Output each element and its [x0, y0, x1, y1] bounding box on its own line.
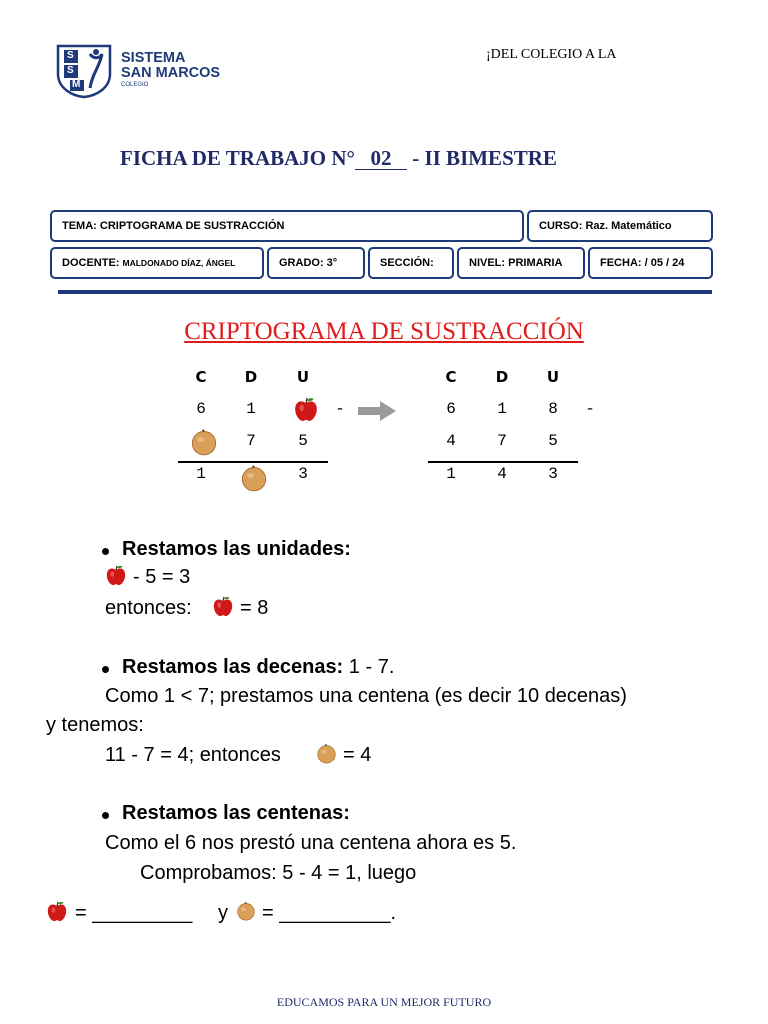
- right-r2-c: 4: [446, 432, 456, 450]
- apple-icon: [212, 595, 234, 617]
- right-r1-c: 6: [446, 400, 456, 418]
- left-r2-u: 5: [298, 432, 308, 450]
- step2-value: = 4: [343, 744, 372, 766]
- answer-y: y: [218, 902, 228, 924]
- right-r2-d: 7: [497, 432, 507, 450]
- orange-icon: [240, 464, 268, 492]
- logo-letter-3: M: [72, 79, 81, 90]
- right-header-u: U: [546, 368, 560, 386]
- step3-title: Restamos las centenas:: [122, 802, 350, 824]
- step2-tail: 1 - 7.: [348, 656, 395, 678]
- left-sum-line: [178, 461, 328, 463]
- right-minus: -: [585, 400, 595, 418]
- curso-box: CURSO: Raz. Matemático: [527, 210, 713, 242]
- left-res-c: 1: [196, 465, 206, 483]
- ficha-title: [120, 146, 557, 171]
- answer-orange-blank[interactable]: = __________.: [262, 902, 397, 924]
- right-header-d: D: [495, 368, 509, 386]
- bullet-icon: [102, 548, 109, 555]
- step2-line2: y tenemos:: [46, 714, 144, 736]
- tema-box: TEMA: CRIPTOGRAMA DE SUSTRACCIÓN: [50, 210, 524, 242]
- logo-letter-1: S: [67, 50, 74, 61]
- ficha-prefix: FICHA DE TRABAJO N°: [120, 146, 355, 170]
- step1-equation: - 5 = 3: [133, 566, 191, 588]
- step3-line1: Como el 6 nos prestó una centena ahora es 5.: [105, 832, 517, 854]
- brand-line3: COLEGIO: [121, 82, 149, 88]
- section-title: CRIPTOGRAMA DE SUSTRACCIÓN: [184, 318, 584, 345]
- orange-icon: [316, 743, 337, 764]
- answer-apple-blank[interactable]: = _________: [75, 902, 193, 924]
- step2-line1: Como 1 < 7; prestamos una centena (es decir 10 decenas): [105, 685, 627, 707]
- ficha-suffix: - II BIMESTRE: [412, 146, 557, 170]
- step2-heading: [122, 656, 394, 679]
- step2-line3: 11 - 7 = 4; entonces: [105, 744, 281, 766]
- left-header-c: C: [195, 368, 207, 386]
- right-res-u: 3: [548, 465, 558, 483]
- right-res-d: 4: [497, 465, 507, 483]
- left-r2-d: 7: [246, 432, 256, 450]
- apple-icon: [293, 396, 319, 422]
- apple-icon: [105, 564, 127, 586]
- header-divider: [58, 290, 712, 294]
- right-res-c: 1: [446, 465, 456, 483]
- seccion-box: SECCIÓN:: [368, 247, 454, 279]
- footer-slogan: EDUCAMOS PARA UN MEJOR FUTURO: [276, 995, 492, 1009]
- docente-label: DOCENTE:: [62, 257, 120, 269]
- orange-icon: [190, 428, 218, 456]
- step1-title: Restamos las unidades:: [122, 538, 351, 560]
- step3-line2: Comprobamos: 5 - 4 = 1, luego: [140, 862, 417, 884]
- step1-then: entonces:: [105, 597, 192, 619]
- bullet-icon: [102, 812, 109, 819]
- bullet-icon: [102, 666, 109, 673]
- step2-title: Restamos las decenas:: [122, 656, 344, 678]
- right-r1-d: 1: [497, 400, 507, 418]
- brand-line2: SAN MARCOS: [121, 65, 221, 81]
- left-r1-c: 6: [196, 400, 206, 418]
- step1-value: = 8: [240, 597, 269, 619]
- left-minus: -: [335, 400, 345, 418]
- left-header-d: D: [244, 368, 258, 386]
- right-r2-u: 5: [548, 432, 558, 450]
- arrow-right-icon: [358, 401, 396, 421]
- left-res-u: 3: [298, 465, 308, 483]
- fecha-box: FECHA: / 05 / 24: [588, 247, 713, 279]
- right-sum-line: [428, 461, 578, 463]
- brand-name: [121, 51, 220, 89]
- docente-name: MALDONADO DÍAZ, ÁNGEL: [122, 258, 236, 268]
- tagline: ¡DEL COLEGIO A LA: [486, 47, 617, 62]
- ficha-number: 02: [355, 147, 407, 170]
- docente-box: [50, 247, 264, 279]
- left-r1-d: 1: [246, 400, 256, 418]
- orange-icon: [236, 901, 256, 921]
- left-header-u: U: [296, 368, 310, 386]
- brand-line1: SISTEMA: [121, 50, 186, 66]
- apple-icon: [46, 900, 68, 922]
- shield-icon: [56, 44, 112, 98]
- logo: [56, 44, 112, 98]
- nivel-box: NIVEL: PRIMARIA: [457, 247, 585, 279]
- logo-letter-2: S: [67, 65, 74, 76]
- right-header-c: C: [445, 368, 457, 386]
- grado-box: GRADO: 3°: [267, 247, 365, 279]
- right-r1-u: 8: [548, 400, 558, 418]
